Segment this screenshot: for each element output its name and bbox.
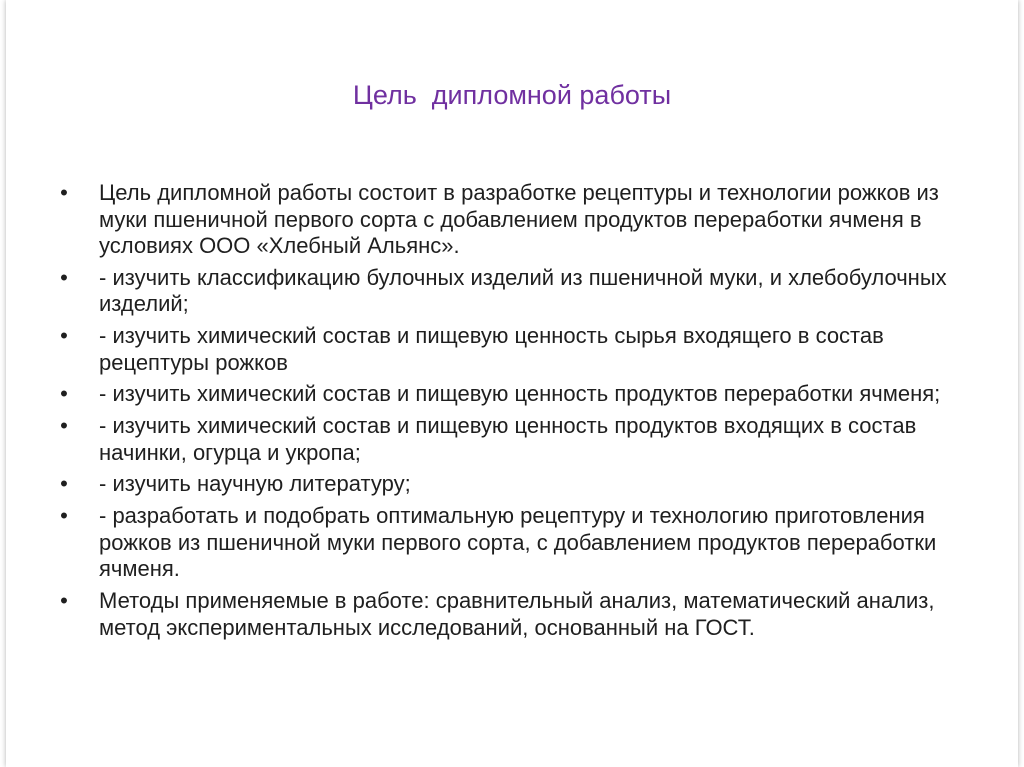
slide-title: Цель дипломной работы	[352, 80, 672, 110]
bullet-text: - изучить научную литературу;	[99, 471, 411, 497]
bullet-item-task-filling	[57, 413, 977, 466]
bullet-icon: •	[60, 588, 68, 614]
bullet-item-task-raw-materials	[57, 323, 977, 376]
bullet-text: - изучить химический состав и пищевую ценность продуктов переработки ячменя;	[99, 381, 941, 407]
bullet-icon: •	[60, 503, 68, 529]
bullet-icon: •	[60, 381, 68, 407]
bullet-text: Цель дипломной работы состоит в разработке рецептуры и технологии рожков из муки пшеничной первого сорта с добавлением продуктов переработки ячменя в условиях ООО «Хлебный Альянс».	[99, 180, 939, 258]
bullet-icon: •	[60, 471, 68, 497]
bullet-item-task-barley	[57, 381, 977, 408]
bullet-icon: •	[60, 323, 68, 349]
bullet-item-goal	[57, 180, 977, 260]
bullet-text: - изучить химический состав и пищевую ценность продуктов входящих в состав начинки, огурца и укропа;	[99, 413, 917, 465]
bullet-text: - разработать и подобрать оптимальную рецептуру и технологию приготовления рожков из пшеничной муки первого сорта, с добавлением продуктов переработки ячменя.	[99, 503, 937, 582]
bullet-text: - изучить химический состав и пищевую ценность сырья входящего в состав рецептуры рожков	[99, 323, 884, 375]
bullet-item-task-classification	[57, 265, 977, 318]
bullet-item-task-recipe	[57, 503, 977, 583]
bullet-item-methods	[57, 588, 977, 641]
bullet-text: Методы применяемые в работе: сравнительный анализ, математический анализ, метод экспериментальных исследований, основанный на ГОСТ.	[99, 588, 935, 640]
bullet-icon: •	[60, 413, 68, 439]
bullet-icon: •	[60, 264, 68, 290]
bullet-item-task-literature	[57, 471, 977, 498]
bullet-list	[57, 180, 977, 646]
bullet-text: - изучить классификацию булочных изделий из пшеничной муки, и хлебобулочных изделий;	[99, 264, 947, 317]
bullet-icon: •	[60, 180, 68, 205]
